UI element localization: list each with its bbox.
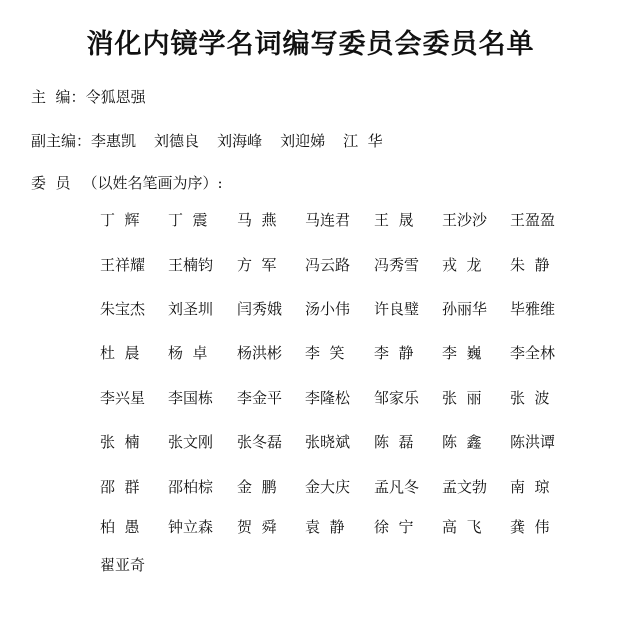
member-row [100,431,570,453]
member-name: 陈 磊 [374,433,414,451]
member-name: 汤小伟 [305,300,351,318]
member-name: 张冬磊 [237,433,283,451]
member-row [100,476,570,498]
deputy-name: 刘德良 [154,132,200,150]
member-row [100,254,570,276]
member-name: 杜 晨 [100,344,140,362]
member-name: 李国栋 [168,389,214,407]
members-line [31,172,223,193]
member-name: 马 燕 [237,211,277,229]
member-name: 王祥耀 [100,256,146,274]
members-order-note: （以姓名笔画为序）: [82,174,223,192]
member-name: 张 楠 [100,433,140,451]
deputy-name: 李惠凯 [91,132,137,150]
member-name: 王沙沙 [442,211,488,229]
member-name: 李 笑 [305,344,345,362]
member-name: 袁 静 [305,518,345,536]
member-name: 高 飞 [442,518,482,536]
member-name: 王 晟 [374,211,414,229]
member-row [100,554,570,576]
editor-name: 令狐恩强 [85,88,146,106]
member-name: 马连君 [305,211,351,229]
member-row [100,516,570,538]
member-name: 金 鹏 [237,478,277,496]
member-name: 许良璧 [374,300,420,318]
editor-label: 主 编 [31,88,71,106]
member-name: 李隆松 [305,389,351,407]
member-name: 徐 宁 [374,518,414,536]
member-name: 邹家乐 [374,389,420,407]
member-name: 张 丽 [442,389,482,407]
member-name: 丁 震 [168,211,208,229]
member-name: 戎 龙 [442,256,482,274]
member-name: 王楠钧 [168,256,214,274]
member-name: 邵柏棕 [168,478,214,496]
editor-line [31,86,146,107]
member-name: 龚 伟 [510,518,550,536]
deputy-editors-line [31,130,383,151]
member-name: 翟亚奇 [100,556,146,574]
member-name: 方 军 [237,256,277,274]
member-name: 柏 愚 [100,518,140,536]
member-name: 冯秀雪 [374,256,420,274]
member-name: 李 巍 [442,344,482,362]
member-name: 陈洪谭 [510,433,556,451]
members-label: 委 员 [31,174,71,192]
deputy-label: 副主编 [31,132,77,150]
member-name: 南 琼 [510,478,550,496]
member-name: 杨 卓 [168,344,208,362]
member-name: 李金平 [237,389,283,407]
member-name: 毕雅维 [510,300,556,318]
member-name: 张 波 [510,389,550,407]
member-row [100,298,570,320]
member-name: 王盈盈 [510,211,556,229]
member-name: 孙丽华 [442,300,488,318]
member-row [100,209,570,231]
member-name: 朱宝杰 [100,300,146,318]
member-name: 冯云路 [305,256,351,274]
member-name: 朱 静 [510,256,550,274]
member-name: 丁 辉 [100,211,140,229]
member-name: 钟立森 [168,518,214,536]
member-name: 孟文勃 [442,478,488,496]
member-name: 闫秀娥 [237,300,283,318]
document-title: 消化内镜学名词编写委员会委员名单 [86,29,535,60]
member-row [100,387,570,409]
member-name: 张晓斌 [305,433,351,451]
member-name: 刘圣圳 [168,300,214,318]
member-name: 贺 舜 [237,518,277,536]
member-name: 李全林 [510,344,556,362]
member-name: 李 静 [374,344,414,362]
member-name: 张文刚 [168,433,214,451]
deputy-separator: ： [76,132,92,150]
member-name: 杨洪彬 [237,344,283,362]
member-name: 陈 鑫 [442,433,482,451]
deputy-name: 江 华 [343,132,383,150]
deputy-name: 刘迎娣 [280,132,326,150]
editor-separator: ： [70,88,86,106]
member-name: 金大庆 [305,478,351,496]
member-name: 邵 群 [100,478,140,496]
member-row [100,342,570,364]
deputy-name: 刘海峰 [217,132,263,150]
member-name: 李兴星 [100,389,146,407]
member-name: 孟凡冬 [374,478,420,496]
